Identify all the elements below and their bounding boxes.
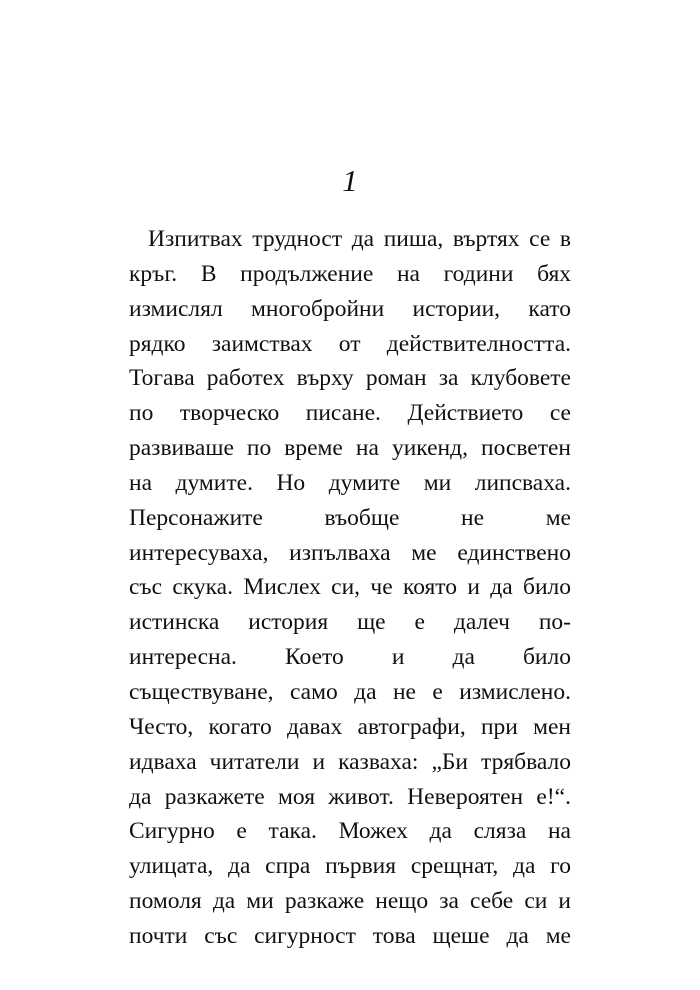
text-line: почти със сигурност това щеше да ме (129, 922, 571, 949)
text-line: рядко заимствах от действителността. (129, 330, 571, 357)
text-line: развиваше по време на уикенд, посветен (129, 435, 571, 462)
chapter-number: 1 (342, 163, 358, 198)
text-line: по творческо писане. Действието се (129, 400, 571, 427)
text-line: Тогава работех върху роман за клубовете (129, 365, 571, 392)
text-line: Често, когато давах автографи, при мен (129, 713, 571, 740)
text-line: идваха читатели и казваха: „Би трябвало (129, 748, 571, 775)
text-line: кръг. В продължение на години бях (129, 260, 571, 287)
text-line: на думите. Но думите ми липсваха. (129, 469, 571, 496)
text-line: интересуваха, изпълваха ме единствено (129, 539, 571, 566)
text-line: интересна. Което и да било (129, 644, 571, 671)
text-line: Сигурно е така. Можех да сляза на (129, 818, 571, 845)
text-line: истинска история ще е далеч по- (129, 609, 571, 636)
text-line: измислял многобройни истории, като (129, 295, 571, 322)
text-line: улицата, да спра първия срещнат, да го (129, 853, 571, 880)
text-line: Персонажите въобще не ме (129, 504, 571, 531)
text-line: Изпитвах трудност да пиша, въртях се в (148, 226, 571, 252)
text-line: със скука. Мислех си, че която и да било (129, 574, 571, 601)
paragraph (129, 222, 571, 954)
text-line: помоля да ми разкаже нещо за себе си и (129, 888, 571, 915)
text-line: да разкажете моя живот. Невероятен е!“. (129, 783, 571, 810)
text-line: съществуване, само да не е измислено. (129, 678, 571, 705)
